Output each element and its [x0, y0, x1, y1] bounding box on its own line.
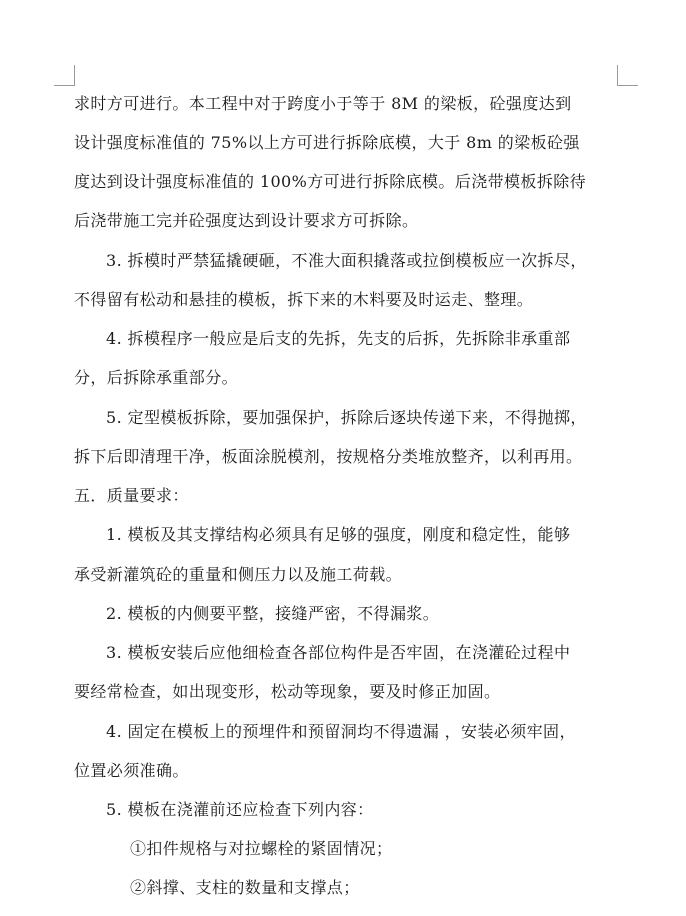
text-line: 拆下后即清理干净，板面涂脱模剂，按规格分类堆放整齐，以利再用。 — [74, 447, 583, 466]
text-line: 分，后拆除承重部分。 — [74, 368, 239, 387]
section-heading: 五．质量要求： — [74, 486, 189, 505]
text-line: 1. 模板及其支撑结构必须具有足够的强度，刚度和稳定性，能够 — [106, 525, 571, 544]
list-item: ①扣件规格与对拉螺栓的紧固情况； — [130, 839, 393, 858]
text-line: 后浇带施工完并砼强度达到设计要求方可拆除。 — [74, 211, 419, 230]
crop-mark-top-left — [54, 65, 75, 86]
text-line: 5. 定型模板拆除，要加强保护，拆除后逐块传递下来，不得抛掷， — [106, 408, 587, 427]
text-line: 5. 模板在浇灌前还应检查下列内容： — [106, 800, 374, 819]
text-line: 位置必须准确。 — [74, 761, 189, 780]
text-line: 2. 模板的内侧要平整，接缝严密，不得漏浆。 — [106, 604, 440, 623]
text-line: 要经常检查，如出现变形，松动等现象，要及时修正加固。 — [74, 682, 501, 701]
text-line: 承受新灌筑砼的重量和侧压力以及施工荷载。 — [74, 565, 403, 584]
text-line: 3. 模板安装后应他细检查各部位构件是否牢固，在浇灌砼过程中 — [106, 643, 571, 662]
text-line: 4. 固定在模板上的预埋件和预留洞均不得遗漏 ，安装必须牢固， — [106, 722, 576, 741]
text-line: 度达到设计强度标准值的 100%方可进行拆除底模。后浇带模板拆除待 — [74, 172, 587, 191]
text-line: 求时方可进行。本工程中对于跨度小于等于 8M 的梁板，砼强度达到 — [74, 94, 572, 113]
crop-mark-top-right — [617, 65, 638, 86]
text-line: 不得留有松动和悬挂的模板，拆下来的木料要及时运走、整理。 — [74, 290, 534, 309]
text-line: 4. 拆模程序一般应是后支的先拆，先支的后拆，先拆除非承重部 — [106, 329, 571, 348]
list-item: ②斜撑、支柱的数量和支撑点； — [130, 878, 360, 897]
text-line: 3. 拆模时严禁猛撬硬砸，不准大面积撬落或拉倒模板应一次拆尽， — [106, 251, 587, 270]
text-line: 设计强度标准值的 75%以上方可进行拆除底模，大于 8m 的梁板砼强 — [74, 133, 580, 152]
